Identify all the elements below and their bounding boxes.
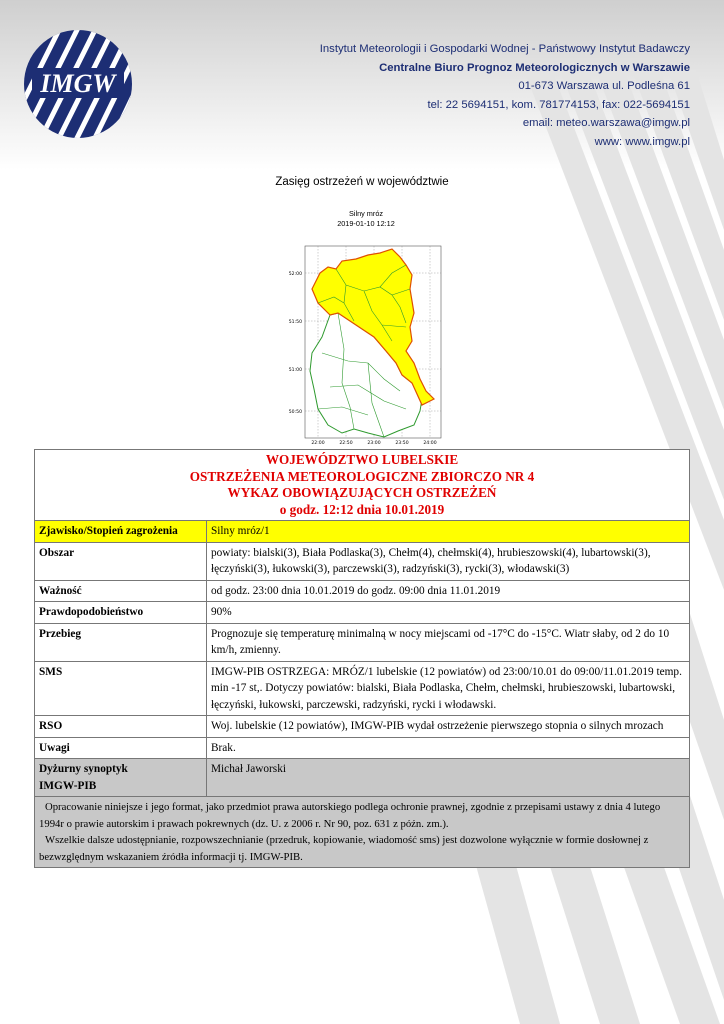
title-datetime: o godz. 12:12 dnia 10.01.2019 [279,501,445,517]
lon-label-1: 22:00 [311,441,325,446]
email[interactable]: email: meteo.warszawa@imgw.pl [522,117,690,130]
title-region: WOJEWÓDZTWO LUBELSKIE [265,452,459,467]
copyright-notice [35,797,690,868]
validity-label: Ważność [35,580,207,602]
row-probability [35,602,690,624]
sms-label: SMS [35,661,207,716]
map-phenomenon: Silny mróz [348,209,384,218]
forecaster-label-line1: Dyżurny synoptyk [39,763,128,775]
title-list: WYKAZ OBOWIĄZUJĄCYCH OSTRZEŻEŃ [227,485,497,500]
remarks-value: Brak. [207,737,690,759]
phenomenon-value: Silny mróz/1 [207,521,690,543]
map-graphic [288,203,444,449]
probability-value: 90% [207,602,690,624]
probability-label: Prawdopodobieństwo [35,602,207,624]
lat-label-2: 51:50 [288,320,302,325]
phenomenon-label: Zjawisko/Stopień zagrożenia [35,521,207,543]
lat-label-3: 51:00 [288,368,302,373]
bureau-name: Centralne Biuro Prognoz Meteorologicznych w Warszawie [379,61,690,74]
warning-table [34,449,690,868]
rso-label: RSO [35,716,207,738]
row-forecaster [35,759,690,797]
validity-value: od godz. 23:00 dnia 10.01.2019 do godz. 09:00 dnia 11.01.2019 [207,580,690,602]
row-rso [35,716,690,738]
row-phenomenon [35,521,690,543]
map-section-title: Zasięg ostrzeżeń w województwie [275,176,449,188]
letterhead [0,0,724,170]
area-label: Obszar [35,542,207,580]
warning-title [35,450,690,521]
area-value: powiaty: bialski(3), Biała Podlaska(3), Chełm(4), chełmski(4), hrubieszowski(4), lubartowski(3), łęczyński(3), łukowski(3), parczewski(3), radzyński(3), rycki(3), włodawski(3) [207,542,690,580]
warning-map [288,203,444,449]
lon-label-2: 22:50 [339,441,353,446]
course-value: Prognozuje się temperaturę minimalną w nocy miejscami od -17°C do -15°C. Wiatr słaby, od 2 do 10 km/h, zmienny. [207,623,690,661]
row-footer [35,797,690,868]
lat-label-1: 52:00 [288,272,302,277]
row-validity [35,580,690,602]
map-datetime: 2019-01-10 12:12 [337,219,395,228]
row-course [35,623,690,661]
address: 01-673 Warszawa ul. Podleśna 61 [518,80,690,93]
lon-label-4: 23:50 [395,441,409,446]
institute-info [220,40,690,152]
logo-text: IMGW [40,69,116,98]
rso-value: Woj. lubelskie (12 powiatów), IMGW-PIB wydał ostrzeżenie pierwszego stopnia o silnych mrozach [207,716,690,738]
copyright-paragraph-1: Opracowanie niniejsze i jego format, jako przedmiot prawa autorskiego podlega ochronie prawnej, zgodnie z przepisami ustawy z dnia 4 lutego 1994r o prawie autorskim i prawach pokrewnych (dz. U. z 2006 r. Nr 90, poz. 631 z późn. zm.). [39,801,661,830]
copyright-paragraph-2: Wszelkie dalsze udostępnianie, rozpowszechnianie (przedruk, kopiowanie, wiadomość sms) jest dozwolone wyłącznie w formie dosłownej z bezwzględnym wskazaniem źródła informacji tj. IMGW-PIB. [39,834,649,863]
row-sms [35,661,690,716]
lat-label-4: 50:50 [288,410,302,415]
forecaster-label [35,759,207,797]
forecaster-label-line2: IMGW-PIB [39,779,97,792]
course-label: Przebieg [35,623,207,661]
lon-label-3: 23:00 [367,441,381,446]
website[interactable]: www: www.imgw.pl [594,135,690,148]
institute-name: Instytut Meteorologii i Gospodarki Wodnej - Państwowy Instytut Badawczy [319,43,690,55]
row-area [35,542,690,580]
forecaster-value: Michał Jaworski [207,759,690,797]
row-remarks [35,737,690,759]
lon-label-5: 24:00 [423,441,437,446]
title-bulletin: OSTRZEŻENIA METEOROLOGICZNE ZBIORCZO NR 4 [189,468,535,484]
imgw-logo [22,28,134,140]
sms-value: IMGW-PIB OSTRZEGA: MRÓZ/1 lubelskie (12 powiatów) od 23:00/10.01 do 09:00/11.01.2019 temp. min -17 st,. Dotyczy powiatów: bialski, Biała Podlaska, Chełm, chełmski, hrubieszowski, lubartowski, łęczyński, łukowski, parczewski, radzyński, rycki i włodawski. [207,661,690,716]
phone: tel: 22 5694151, kom. 781774153, fax: 022-5694151 [427,98,690,111]
remarks-label: Uwagi [35,737,207,759]
